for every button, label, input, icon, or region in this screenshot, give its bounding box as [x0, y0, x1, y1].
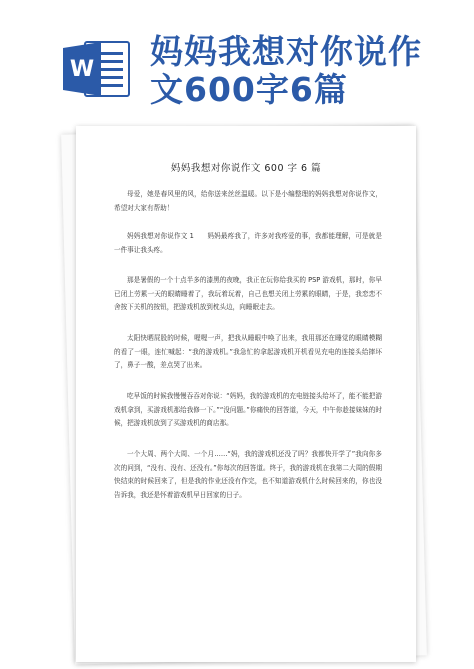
paragraph: 太阳快晒屁股的时候，喔喔一声，把我从睡眼中唤了出来，我用那还在睡觉的眼睛模糊的看了一眼，连忙喊起：“我的游戏机。”我急忙的拿起游戏机开机看见充电的连接头给摔坏了，鼻子一酸，差点哭了出来。 — [114, 334, 382, 369]
paragraph: 一个大周、两个大周、一个月……“妈，我的游戏机还没了吗？我都快开学了”我向你多次的问到，“没有、没有、还没有。”你每次的回答道。终于，我的游戏机在我第二大周的假期快结束的时候回来了，但是我的作业还没有作完，也不知道游戏机什么时候回来的，你也没告诉我，我还是怀着游戏机早日回家的日子。 — [114, 450, 382, 499]
document-title: 妈妈我想对你说作文 600 字 6 篇 — [170, 163, 322, 174]
paragraph: 妈妈我想对你说作文 1 妈妈最疼我了，许多对我疼爱的事，我都能理解，可是就是一件事让我头疼。 — [114, 232, 382, 254]
header — [0, 0, 474, 112]
header-title-line-1: 妈妈我想对你说作 — [150, 32, 422, 71]
paragraph: 母爱，她是春风里的风，给你送来丝丝温暖。以下是小编整理的妈妈我想对你说作文，希望对大家有帮助！ — [114, 190, 382, 212]
header-title-line-2: 文600字6篇 — [150, 70, 348, 109]
paragraph: 那是暑假的一个十点半多的漆黑的夜晚，我正在玩你给我买的 PSP 游戏机，那时，你早已闭上劳累一天的眼睛睡着了，我玩着玩着，自己也想关闭上劳累的眼睛，于是，我恋恋不舍按下关机的按钮，把游戏机放到枕头边，向睡眠走去。 — [114, 276, 382, 311]
word-document-icon — [61, 38, 131, 100]
svg-text:W: W — [69, 57, 95, 82]
paragraph: 吃早饭的时候我慢慢吞吞对你说：“妈妈，我的游戏机的充电链接头给坏了，能不能把游戏机拿到，买游戏机那给我修一下。”“没问题。”你痛快的回答道，今天，中午你趁接妹妹的时候，把游戏机放到了买游戏机的商店那。 — [114, 392, 382, 427]
document-page — [76, 126, 416, 662]
